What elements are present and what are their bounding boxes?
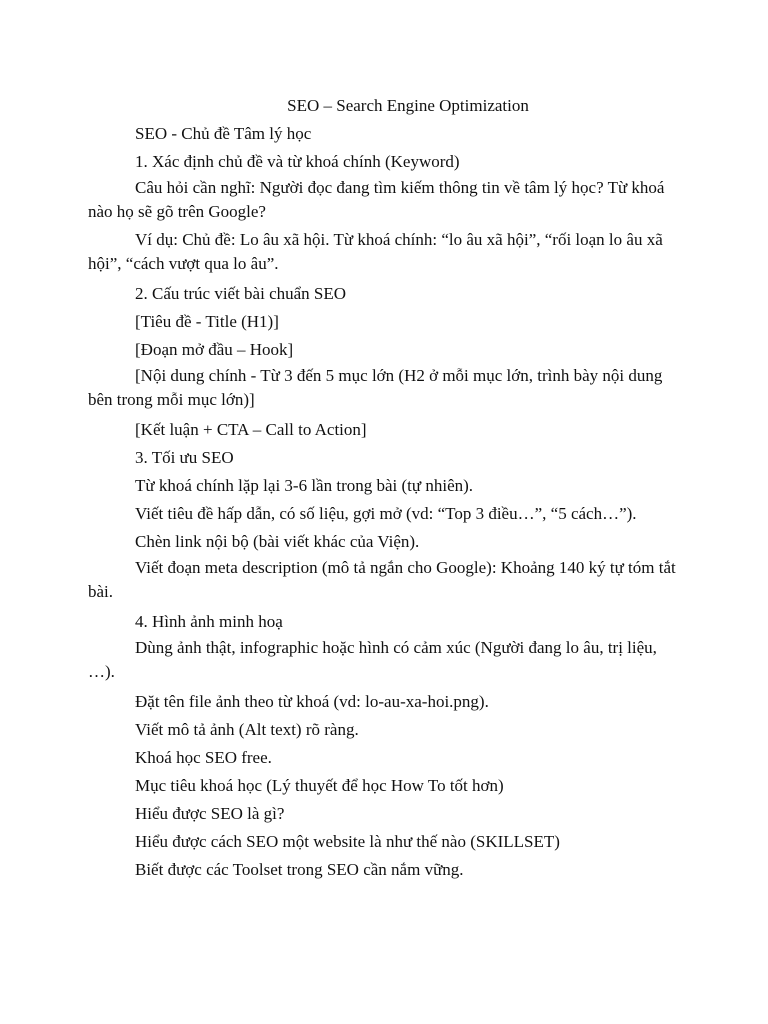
heading-step-2: 2. Cấu trúc viết bài chuẩn SEO [135, 284, 347, 303]
paragraph-structure-body: [Nội dung chính - Từ 3 đến 5 mục lớn (H2 ở mỗi mục lớn, trình bày nội dung bên trong mỗi mục lớn)] [88, 366, 663, 409]
paragraph-course-goal: Mục tiêu khoá học (Lý thuyết để học How To tốt hơn) [135, 776, 504, 795]
paragraph-internal-link: Chèn link nội bộ (bài viết khác của Viện). [135, 532, 420, 551]
paragraph-real-images: Dùng ảnh thật, infographic hoặc hình có cảm xúc (Người đang lo âu, trị liệu, …). [88, 638, 657, 681]
paragraph-alt-text: Viết mô tả ảnh (Alt text) rõ ràng. [135, 720, 359, 739]
paragraph-question: Câu hỏi cần nghĩ: Người đọc đang tìm kiếm thông tin về tâm lý học? Từ khoá nào họ sẽ gõ trên Google? [88, 178, 665, 221]
heading-step-3: 3. Tối ưu SEO [135, 448, 234, 467]
document-title: SEO – Search Engine Optimization [287, 96, 529, 115]
paragraph-headline-tip: Viết tiêu đề hấp dẫn, có số liệu, gợi mở (vd: “Top 3 điều…”, “5 cách…”). [135, 504, 637, 523]
paragraph-understand-how: Hiểu được cách SEO một website là như thế nào (SKILLSET) [135, 832, 560, 851]
paragraph-know-toolset: Biết được các Toolset trong SEO cần nắm vững. [135, 860, 464, 879]
paragraph-keyword-repeat: Từ khoá chính lặp lại 3-6 lần trong bài (tự nhiên). [135, 476, 474, 495]
paragraph-example: Ví dụ: Chủ đề: Lo âu xã hội. Từ khoá chính: “lo âu xã hội”, “rối loạn lo âu xã hội”, “cách vượt qua lo âu”. [88, 230, 663, 273]
heading-step-1: 1. Xác định chủ đề và từ khoá chính (Keyword) [135, 152, 460, 171]
paragraph-free-course: Khoá học SEO free. [135, 748, 272, 767]
document-body [88, 92, 688, 884]
paragraph-structure-conclusion: [Kết luận + CTA – Call to Action] [135, 420, 367, 439]
paragraph-structure-hook: [Đoạn mở đầu – Hook] [135, 340, 294, 359]
paragraph-file-naming: Đặt tên file ảnh theo từ khoá (vd: lo-au-xa-hoi.png). [135, 692, 489, 711]
paragraph-structure-title: [Tiêu đề - Title (H1)] [135, 312, 279, 331]
heading-step-4: 4. Hình ảnh minh hoạ [135, 612, 283, 631]
paragraph-topic: SEO - Chủ đề Tâm lý học [135, 124, 312, 143]
paragraph-meta-description: Viết đoạn meta description (mô tả ngắn cho Google): Khoảng 140 ký tự tóm tắt bài. [88, 558, 676, 601]
paragraph-understand-seo: Hiểu được SEO là gì? [135, 804, 285, 823]
